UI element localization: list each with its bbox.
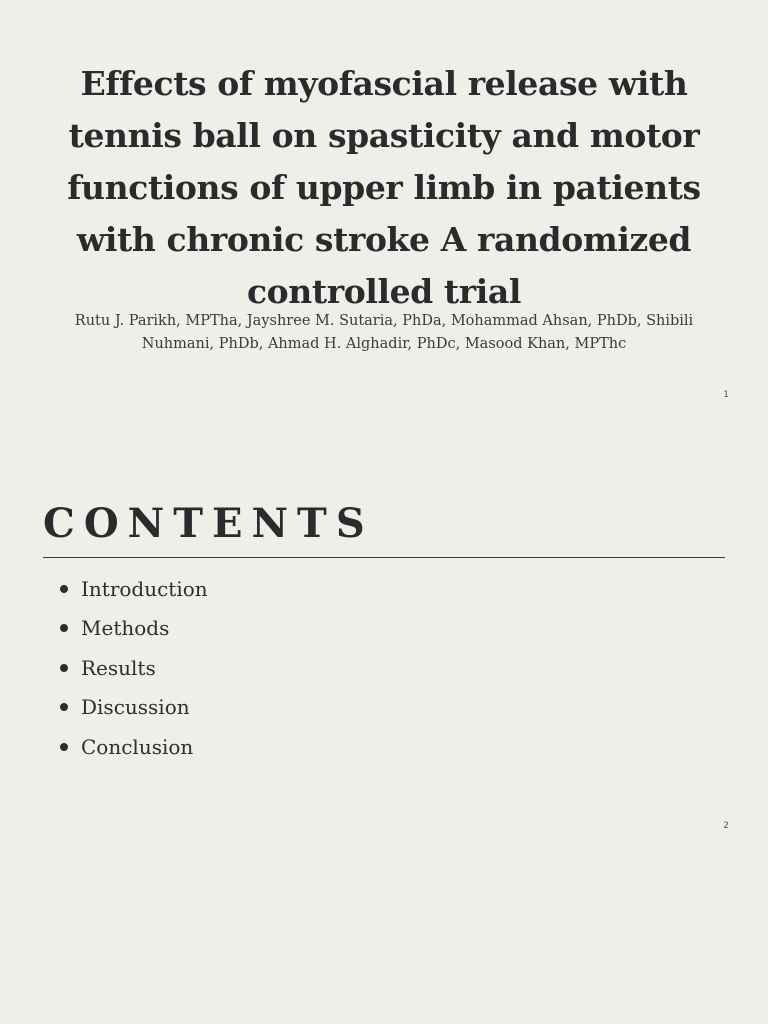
contents-list xyxy=(58,569,208,767)
list-item xyxy=(58,648,208,688)
bullet-icon xyxy=(60,585,68,593)
list-item-label: Introduction xyxy=(81,576,208,601)
list-item-label: Methods xyxy=(81,616,170,641)
list-item xyxy=(58,727,208,767)
bullet-icon xyxy=(60,703,68,711)
bullet-icon xyxy=(60,743,68,751)
title-slide xyxy=(0,0,768,432)
bullet-icon xyxy=(60,624,68,632)
list-item xyxy=(58,688,208,728)
authors-line: Rutu J. Parikh, MPTha, Jayshree M. Sutaria, PhDa, Mohammad Ahsan, PhDb, Shibili Nuhmani, PhDb, Ahmad H. Alghadir, PhDc, Masood Khan, MPThc xyxy=(74,313,694,352)
list-item xyxy=(58,609,208,649)
heading-divider xyxy=(43,557,725,558)
page-number: 2 xyxy=(723,821,729,831)
list-item-label: Discussion xyxy=(81,695,190,720)
contents-slide xyxy=(0,432,768,864)
list-item-label: Results xyxy=(81,655,156,680)
slide-title: Effects of myofascial release with tennis ball on spasticity and motor functions of upper limb in patients with chronic stroke A randomized controlled trial xyxy=(67,64,701,311)
list-item xyxy=(58,569,208,609)
list-item-label: Conclusion xyxy=(81,734,194,759)
bullet-icon xyxy=(60,664,68,672)
page-number: 1 xyxy=(723,390,729,400)
contents-heading: CONTENTS xyxy=(43,500,374,547)
